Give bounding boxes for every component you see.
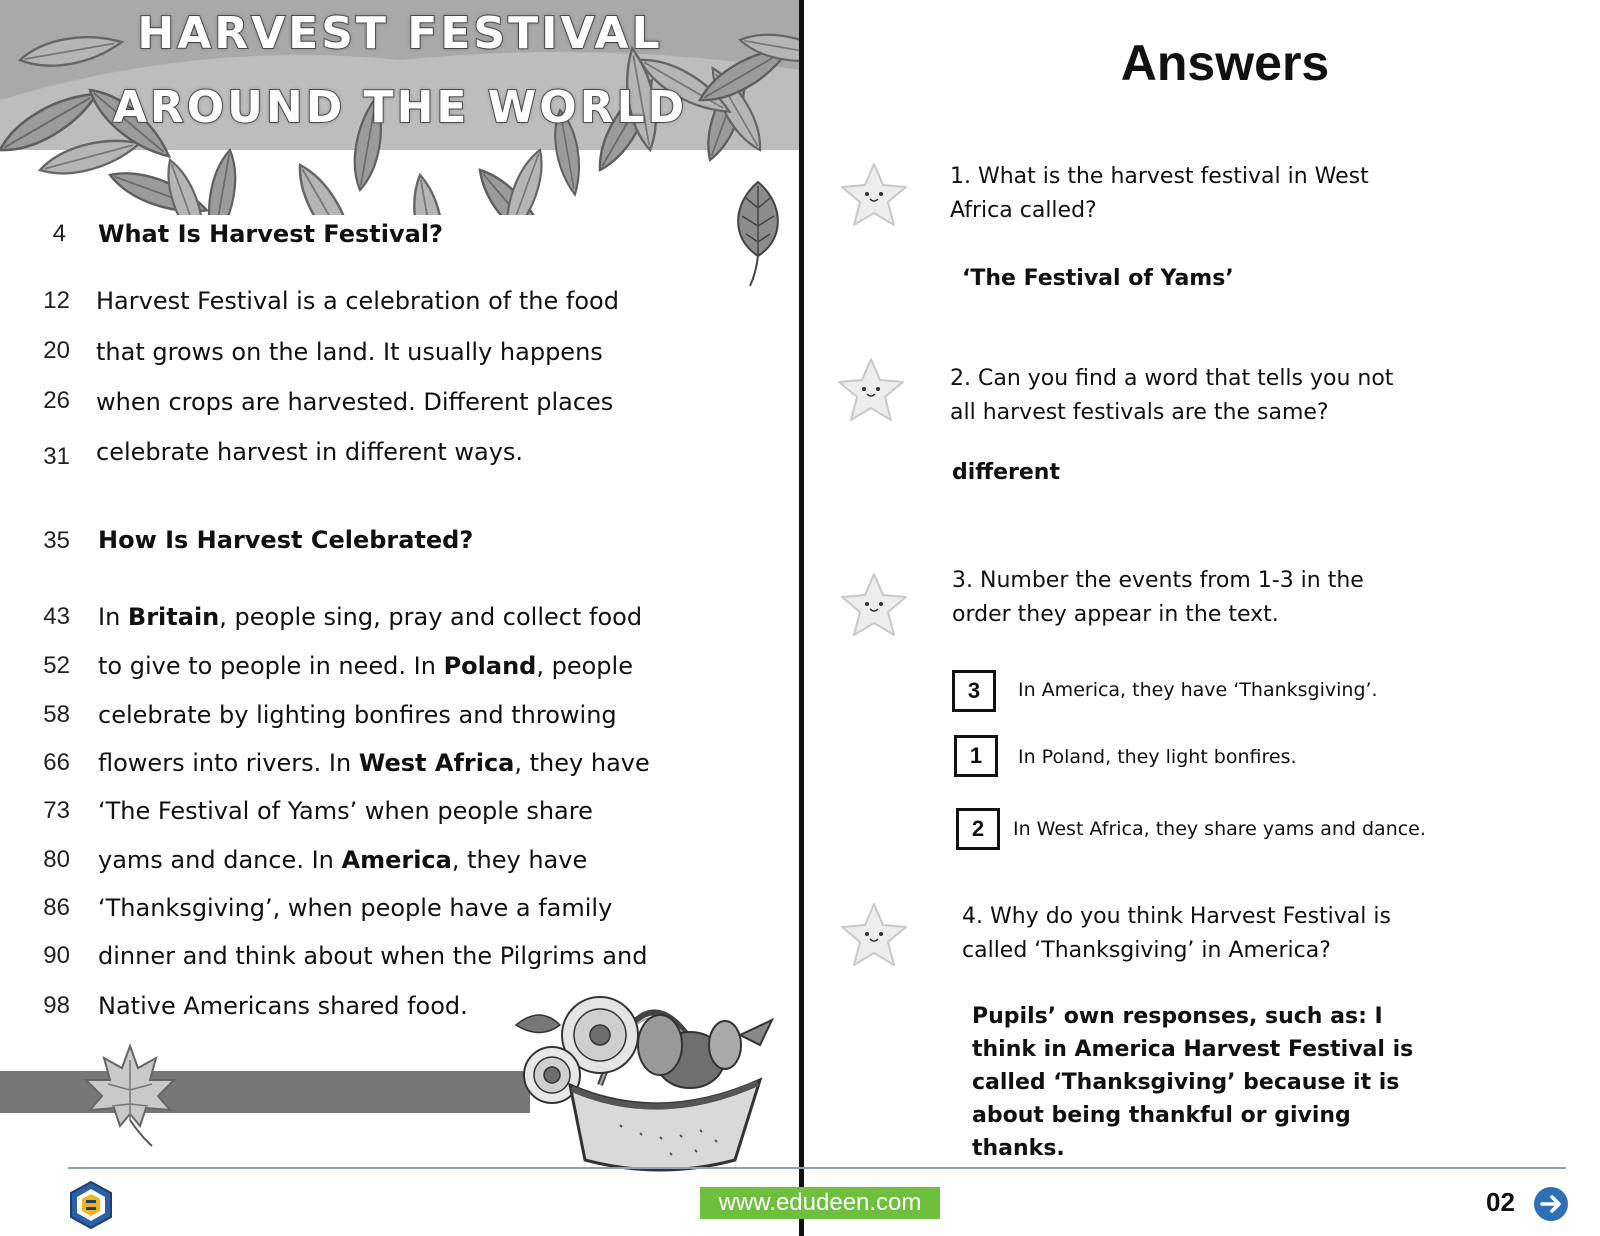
passage-line [98,749,650,777]
next-page-arrow-icon[interactable] [1533,1186,1569,1222]
line-number: 31 [43,443,70,470]
event-text: In West Africa, they share yams and dance. [1013,818,1426,840]
event-order-box: 3 [952,670,996,712]
passage-line [96,338,603,366]
passage-text: celebrate harvest in different ways. [96,438,524,466]
line-number: 26 [43,387,70,414]
harvest-basket-illustration [510,965,795,1175]
line-number: 90 [43,942,70,969]
website-link[interactable]: www.edudeen.com [700,1187,940,1219]
answer-1: ‘The Festival of Yams’ [962,266,1234,291]
line-number: 66 [43,749,70,776]
passage-text: , people sing, pray and collect food [219,603,643,631]
passage-line [98,992,468,1020]
question-2: 2. Can you find a word that tells you not all harvest festivals are the same? [950,366,1394,425]
footer-divider [68,1167,1566,1169]
passage-text: Harvest Festival is a celebration of the food [96,287,619,315]
passage-text: Native Americans shared food. [98,992,468,1020]
passage-text: when crops are harvested. Different places [96,388,614,416]
line-number: 12 [43,287,70,314]
bold-keyword: West Africa [358,749,515,777]
passage-text: celebrate by lighting bonfires and throwing [98,701,617,729]
star-icon [838,570,910,640]
question-4: 4. Why do you think Harvest Festival is called ‘Thanksgiving’ in America? [962,904,1391,963]
line-number: 86 [43,894,70,921]
passage-text: In [98,603,128,631]
star-icon [838,160,910,230]
bold-keyword: Britain [127,603,220,631]
passage-text: to give to people in need. In [98,652,444,680]
worksheet-title-line-2: AROUND THE WORLD [112,82,688,133]
question-1: 1. What is the harvest festival in West Africa called? [950,164,1369,223]
passage-text: yams and dance. In [98,846,342,874]
line-number: 73 [43,797,70,824]
section-heading [98,220,443,248]
answers-title: Answers [1120,35,1330,91]
passage-text: , they have [514,749,650,777]
line-number: 20 [43,337,70,364]
passage-line [98,797,593,825]
line-number: 35 [43,527,70,554]
maple-leaf-icon [80,1040,180,1150]
line-number: 52 [43,652,70,679]
line-number: 80 [43,846,70,873]
question-3: 3. Number the events from 1-3 in the order they appear in the text. [952,568,1364,627]
star-icon [835,355,907,425]
answer-4: Pupils’ own responses, such as: I think in America Harvest Festival is called ‘Thanksgiving’ because it is about being thankful or giving thanks. [972,1004,1414,1161]
passage-line [98,846,587,874]
passage-line [98,701,617,729]
worksheet-title-line-1: HARVEST FESTIVAL [137,8,663,59]
event-text: In America, they have ‘Thanksgiving’. [1018,679,1378,701]
line-number: 58 [43,701,70,728]
passage-text: ‘Thanksgiving’, when people have a family [98,894,613,922]
passage-text: dinner and think about when the Pilgrims and [98,942,648,970]
event-order-box: 2 [956,808,1000,850]
event-text: In Poland, they light bonfires. [1018,746,1297,768]
passage-text: flowers into rivers. In [98,749,359,777]
passage-line [96,287,619,315]
bold-keyword: What Is Harvest Festival? [98,220,443,248]
passage-line [96,388,613,416]
section-heading [98,526,473,554]
answer-2: different [952,460,1060,485]
line-number: 43 [43,603,70,630]
leaf-icon [728,178,788,288]
bold-keyword: America [341,846,452,874]
edudeen-logo-icon [68,1180,114,1230]
passage-line [98,652,633,680]
passage-line [98,603,642,631]
bold-keyword: How Is Harvest Celebrated? [98,526,474,554]
passage-text: that grows on the land. It usually happens [96,338,603,366]
star-icon [838,900,910,970]
line-number: 98 [43,992,70,1019]
passage-text: , people [536,652,633,680]
passage-line [96,438,523,466]
bold-keyword: Poland [443,652,537,680]
event-order-box: 1 [954,735,998,777]
page-divider [799,0,804,1236]
passage-text: ‘The Festival of Yams’ when people share [98,797,593,825]
passage-text: , they have [451,846,588,874]
line-number: 4 [52,220,66,247]
passage-line [98,894,612,922]
page-number: 02 [1486,1187,1515,1217]
